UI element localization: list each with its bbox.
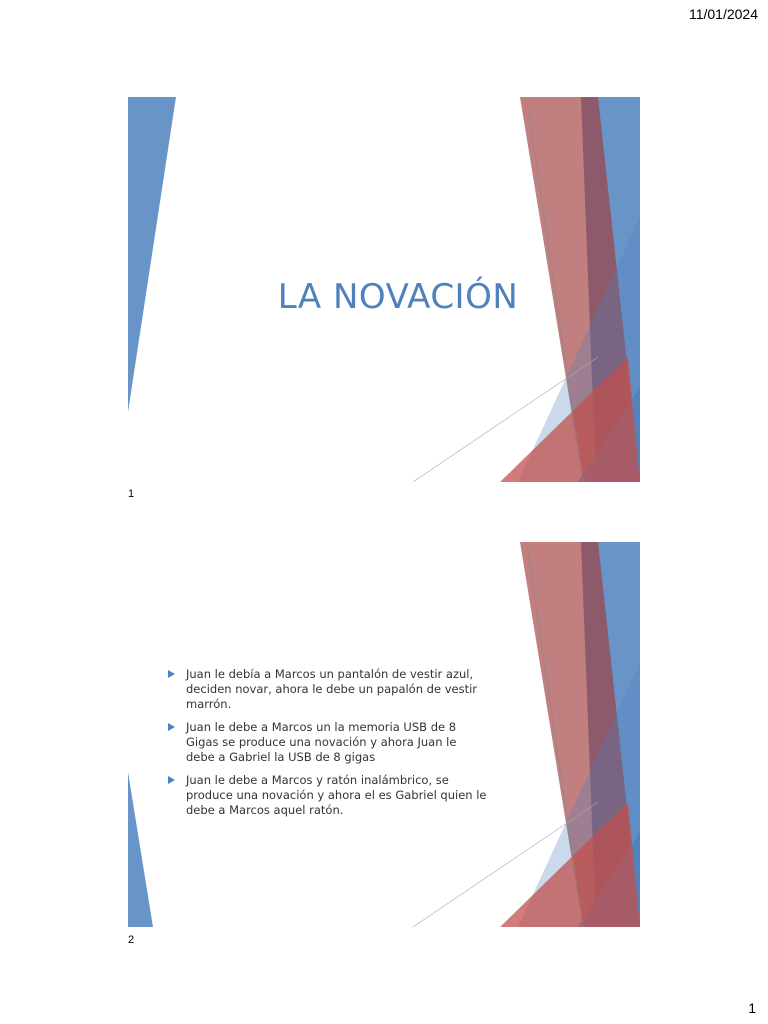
bullet-text: Juan le debía a Marcos un pantalón de vestir azul, deciden novar, ahora le debe un papalón de vestir marrón. [186,667,477,711]
slide-title: LA NOVACIÓN [277,277,519,317]
header-date: 11/01/2024 [688,6,758,22]
bullet-item [168,667,488,712]
bullet-item [168,720,488,765]
slide-number-label: 1 [128,488,135,500]
slide-2-thumbnail[interactable] [128,542,640,927]
bullet-text: Juan le debe a Marcos y ratón inalámbrico, se produce una novación y ahora el es Gabriel quien le debe a Marcos aquel ratón. [186,773,487,817]
bullet-arrow-icon [168,776,175,784]
page-number: 1 [748,1000,756,1016]
bullet-text: Juan le debe a Marcos un la memoria USB de 8 Gigas se produce una novación y ahora Juan le debe a Gabriel la USB de 8 gigas [186,720,457,764]
bullet-arrow-icon [168,723,175,731]
bullet-list [168,667,488,826]
slide-number-label: 2 [128,934,135,946]
slide-1-thumbnail[interactable] [128,97,640,482]
bullet-item [168,773,488,818]
bullet-arrow-icon [168,670,175,678]
